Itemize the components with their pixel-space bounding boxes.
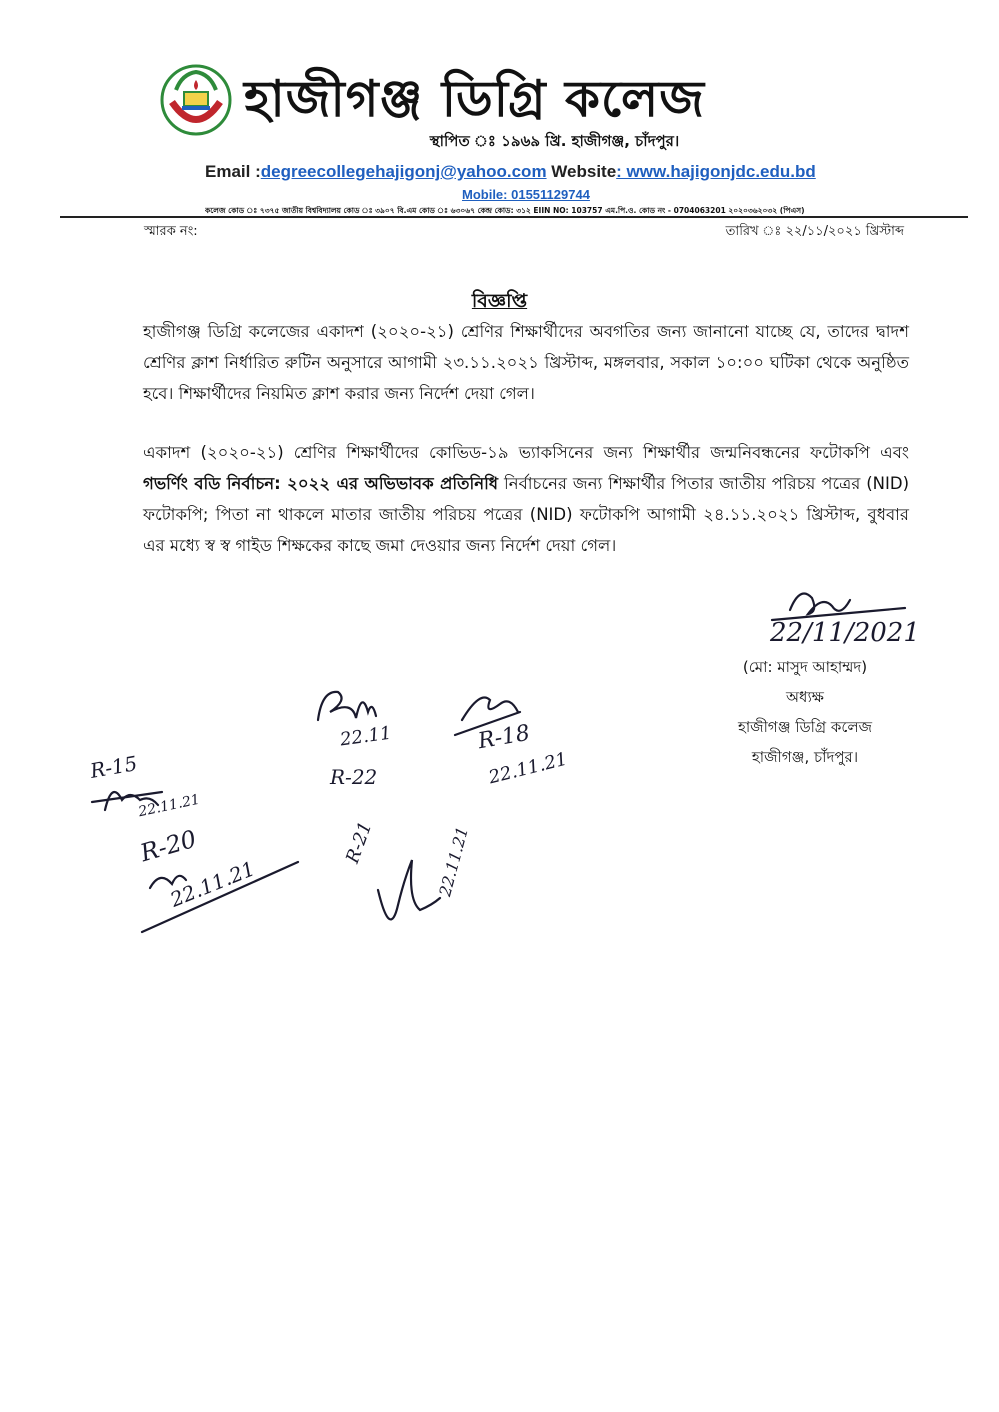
para2-bold-text: গভর্ণিং বডি নির্বাচন: ২০২২ এর অভিভাবক প্রতিনিধি <box>143 474 499 493</box>
mark-r21-date: 22.11.21 <box>435 824 473 899</box>
signature-r22 <box>318 692 376 720</box>
mark-r15-room: R-15 <box>88 751 139 783</box>
mark-r22-date: 22.11 <box>338 722 393 751</box>
signature-r21 <box>378 860 440 919</box>
website-link[interactable]: : www.hajigonjdc.edu.bd <box>616 162 816 181</box>
para2-text-a: একাদশ (২০২০-২১) শ্রেণির শিক্ষার্থীদের কোভিড-১৯ ভ্যাকসিনের জন্য শিক্ষার্থীর জন্মনিবন্ধনের ফটোকপি এবং <box>143 443 909 462</box>
mark-r22-room: R-22 <box>330 765 378 789</box>
notice-paragraph-2 <box>143 437 909 561</box>
notice-paragraph-1: হাজীগঞ্জ ডিগ্রি কলেজের একাদশ (২০২০-২১) শ্রেণির শিক্ষার্থীদের অবগতির জন্য জানানো যাচ্ছে যে, তাদের দ্বাদশ শ্রেণির ক্লাশ নির্ধারিত রুটিন অনুসারে আগামী ২৩.১১.২০২১ খ্রিস্টাব্দ, মঙ্গলবার, সকাল ১০:০০ ঘটিকা থেকে অনুষ্ঠিত হবে। শিক্ষার্থীদের নিয়মিত ক্লাশ করার জন্য নির্দেশ দেয়া গেল। <box>143 322 909 403</box>
signature-r18 <box>462 698 518 721</box>
principal-name: (মো: মাসুদ আহাম্মদ) <box>742 658 868 676</box>
college-name: হাজীগঞ্জ ডিগ্রি কলেজ <box>244 70 706 128</box>
header-divider <box>60 216 968 218</box>
mark-r18-room: R-18 <box>476 720 532 755</box>
memo-number: স্মারক নং: <box>144 224 198 239</box>
notice-title: বিজ্ঞপ্তি <box>471 290 528 312</box>
mark-r18-date: 22.11.21 <box>486 748 570 789</box>
website-label: Website <box>551 162 617 181</box>
email-label: Email : <box>205 162 261 181</box>
mark-r20-date: 22.11.21 <box>166 856 259 912</box>
principal-handwritten-date: 22/11/2021 <box>770 618 920 648</box>
contact-line <box>205 162 905 182</box>
mobile-number: Mobile: 01551129744 <box>462 187 590 202</box>
signature-location: হাজীগঞ্জ, চাঁদপুর। <box>751 748 859 766</box>
principal-designation: অধ্যক্ষ <box>786 688 824 706</box>
mark-r15-date: 22.11.21 <box>137 791 202 821</box>
college-logo <box>158 62 234 138</box>
mark-r21-room: R-21 <box>342 818 377 867</box>
para2-text-b: নির্বাচনের জন্য শিক্ষার্থীর পিতার জাতীয় পরিচয় পত্রের (NID) ফটোকপি; পিতা না থাকলে মাতার জাতীয় পরিচয় পত্রের (NID) ফটোকপি আগামী ২৪.১১.২০২১ খ্রিস্টাব্দ, বুধবার এর মধ্যে স্ব স্ব গাইড শিক্ষকের কাছে জমা দেওয়ার জন্য নির্দেশ দেয়া গেল। <box>143 474 910 555</box>
mark-r20-room: R-20 <box>137 824 200 868</box>
established-line: স্থাপিত ঃ ১৯৬৯ খ্রি. হাজীগঞ্জ, চাঁদপুর। <box>429 132 680 150</box>
college-codes: কলেজ কোড ঃ ৭৩৭৫ জাতীয় বিশ্ববিদ্যালয় কোড ঃ ৩৯০৭ বি.এম কোড ঃ ৬৩০৬৭ কেন্দ্র কোড: ৩১২ EIIN NO: 103757 এম.পি.ও. কোড নং - 0704063201 ২০২০৩৬২০৩২ (পিএস) <box>205 206 805 215</box>
notice-date: তারিখ ঃ ২২/১১/২০২১ খ্রিস্টাব্দ <box>725 224 904 239</box>
email-link[interactable]: degreecollegehajigonj@yahoo.com <box>260 162 547 181</box>
signature-institution: হাজীগঞ্জ ডিগ্রি কলেজ <box>737 718 873 736</box>
principal-signature <box>790 594 850 614</box>
signature-block <box>700 652 910 772</box>
